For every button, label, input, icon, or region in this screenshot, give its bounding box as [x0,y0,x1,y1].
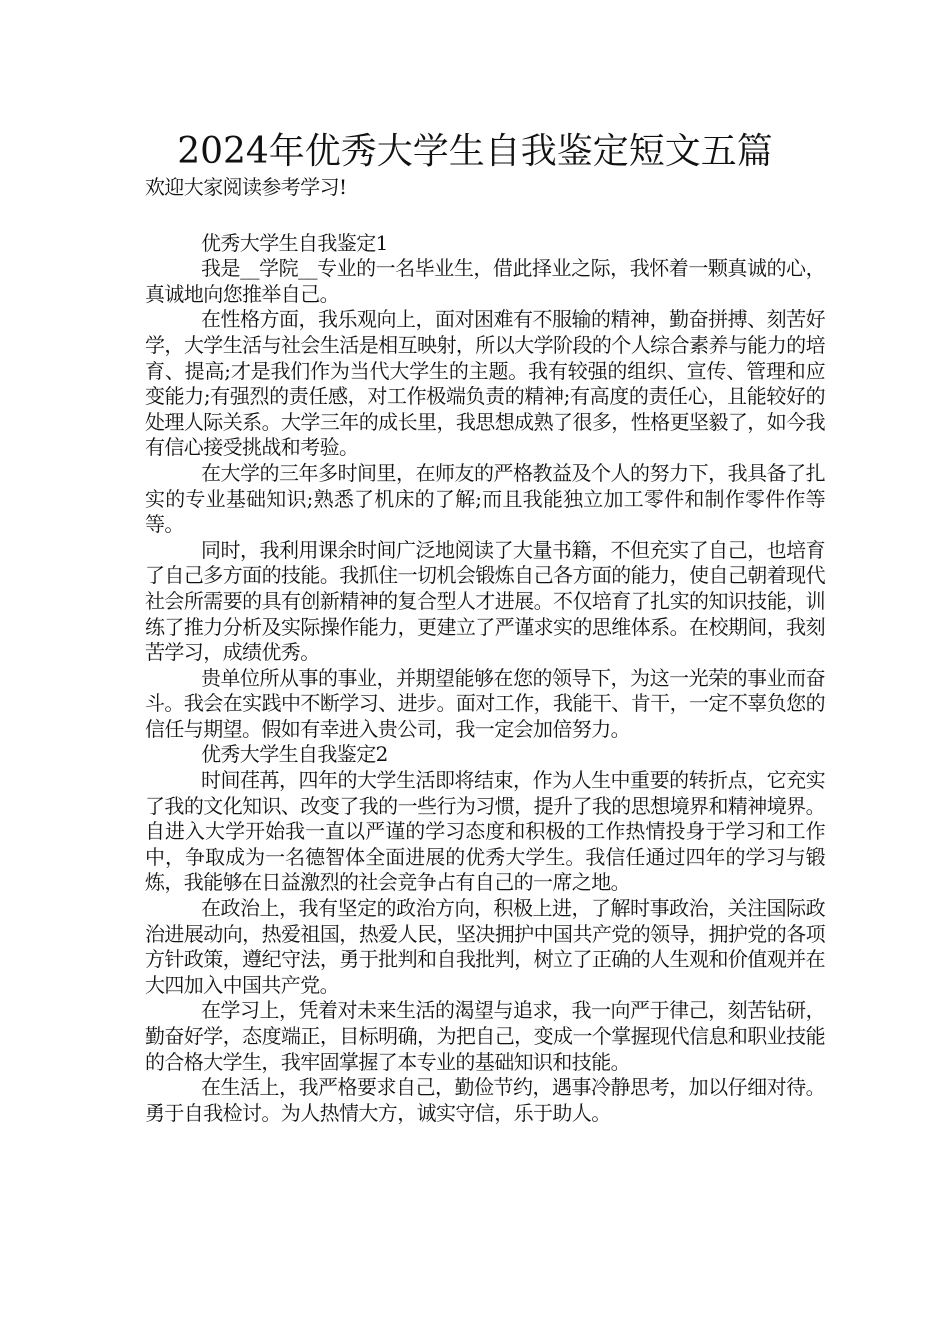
paragraph-1-2: 在性格方面，我乐观向上，面对困难有不服输的精神，勤奋拼搏、刻苦好学，大学生活与社会生活是相互映射，所以大学阶段的个人综合素养与能力的培育、提高;才是我们作为当代大学生的主题。我有较强的组织、宣传、管理和应变能力;有强烈的责任感，对工作极端负责的精神;有高度的责任心，且能较好的处理人际关系。大学三年的成长里，我思想成熟了很多，性格更坚毅了，如今我有信心接受挑战和考验。 [145,307,825,460]
paragraph-1-1: 我是__学院__专业的一名毕业生，借此择业之际，我怀着一颗真诚的心，真诚地向您推举自己。 [145,256,825,306]
paragraph-1-3: 在大学的三年多时间里，在师友的严格教益及个人的努力下，我具备了扎实的专业基础知识;熟悉了机床的了解;而且我能独立加工零件和制作零件作等等。 [145,460,825,537]
document-body [145,175,825,1126]
intro-line: 欢迎大家阅读参考学习! [145,175,347,199]
paragraph-2-1: 时间荏苒，四年的大学生活即将结束，作为人生中重要的转折点，它充实了我的文化知识、改变了我的一些行为习惯，提升了我的思想境界和精神境界。自进入大学开始我一直以严谨的学习态度和积极的工作热情投身于学习和工作中，争取成为一名德智体全面进展的优秀大学生。我信任通过四年的学习与锻炼，我能够在日益激烈的社会竞争占有自己的一席之地。 [145,768,825,895]
paragraph-2-3: 在学习上，凭着对未来生活的渴望与追求，我一向严于律己，刻苦钻研，勤奋好学，态度端正，目标明确，为把自己，变成一个掌握现代信息和职业技能的合格大学生，我牢固掌握了本专业的基础知识和技能。 [145,998,825,1074]
section-heading-2: 优秀大学生自我鉴定2 [201,742,388,767]
section-heading-1: 优秀大学生自我鉴定1 [201,230,388,255]
document-title: 2024年优秀大学生自我鉴定短文五篇 [177,131,773,172]
paragraph-2-4: 在生活上，我严格要求自己，勤俭节约，遇事冷静思考，加以仔细对待。勇于自我检讨。为人热情大方，诚实守信，乐于助人。 [145,1075,825,1125]
paragraph-1-4: 同时，我利用课余时间广泛地阅读了大量书籍，不但充实了自己，也培育了自己多方面的技能。我抓住一切机会锻炼自己各方面的能力，使自己朝着现代社会所需要的具有创新精神的复合型人才进展。不仅培育了扎实的知识技能，训练了推力分析及实际操作能力，更建立了严谨求实的思维体系。在校期间，我刻苦学习，成绩优秀。 [145,537,825,665]
blank-line [145,201,825,231]
paragraph-2-2: 在政治上，我有坚定的政治方向，积极上进，了解时事政治，关注国际政治进展动向，热爱祖国，热爱人民，坚决拥护中国共产党的领导，拥护党的各项方针政策，遵纪守法，勇于批判和自我批判，树立了正确的人生观和价值观并在大四加入中国共产党。 [145,896,825,997]
paragraph-1-5: 贵单位所从事的事业，并期望能够在您的领导下，为这一光荣的事业而奋斗。我会在实践中不断学习、进步。面对工作，我能干、肯干，一定不辜负您的信任与期望。假如有幸进入贵公司，我一定会加倍努力。 [145,665,825,741]
